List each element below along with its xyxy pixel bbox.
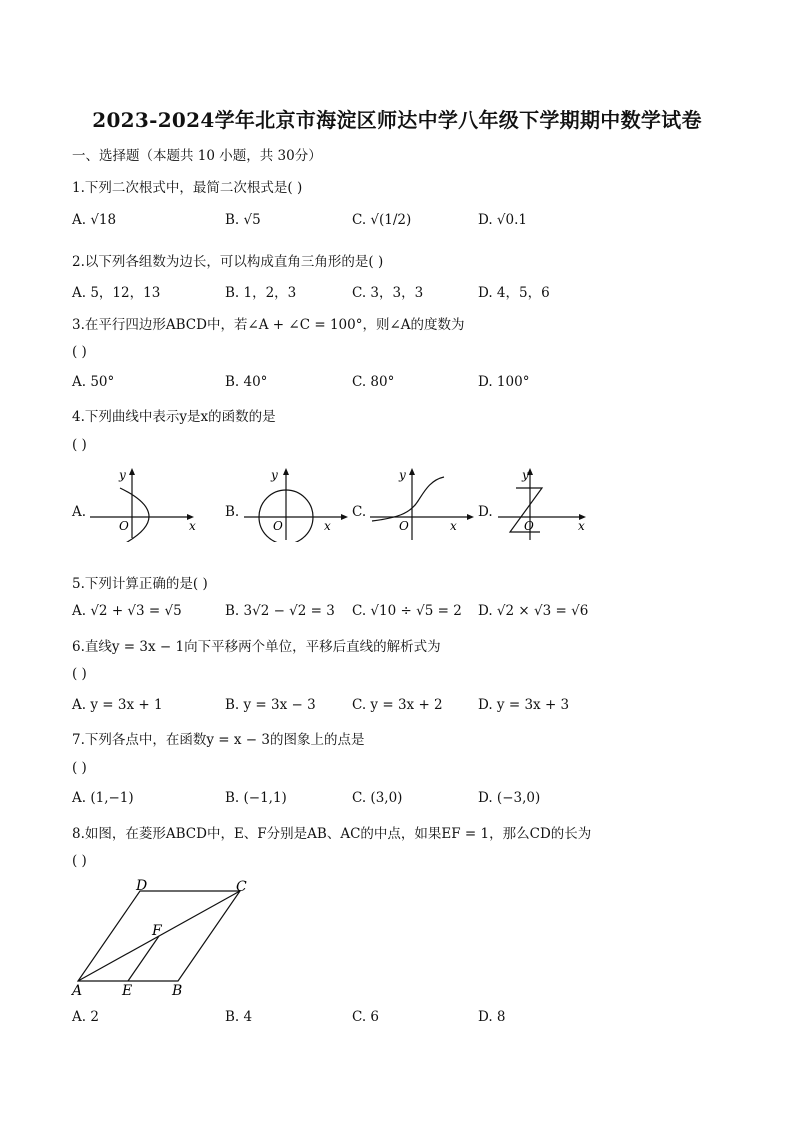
axis-label-y: y — [119, 468, 126, 482]
curve — [120, 488, 149, 542]
question-8-stem: 8.如图，在菱形ABCD中，E、F分别是AB、AC的中点，如果EF = 1，那么CD的长为 — [72, 826, 592, 842]
q5-option-b: B. 3√2 − √2 = 3 — [225, 603, 335, 619]
origin-label: O — [399, 519, 409, 533]
axis-label-x: x — [578, 519, 585, 533]
q7-option-c: C. (3,0) — [352, 790, 403, 806]
q6-option-a: A. y = 3x + 1 — [72, 697, 163, 713]
question-6-answer-paren: ( ) — [72, 666, 87, 682]
y-axis-arrow — [283, 468, 289, 475]
question-6-stem: 6.直线y = 3x − 1向下平移两个单位，平移后直线的解析式为 — [72, 639, 441, 655]
q5-option-c: C. √10 ÷ √5 = 2 — [352, 603, 462, 619]
axis-label-x: x — [189, 519, 196, 533]
x-axis-arrow — [467, 514, 474, 520]
q3-option-d: D. 100° — [478, 374, 530, 390]
section-heading: 一、选择题（本题共 10 小题，共 30分） — [72, 148, 322, 164]
question-2-stem: 2.以下列各组数为边长，可以构成直角三角形的是( ) — [72, 254, 384, 270]
point-label-e: E — [122, 983, 133, 999]
q5-option-d: D. √2 × √3 = √6 — [478, 603, 589, 619]
q3-option-a: A. 50° — [72, 374, 115, 390]
q2-option-a: A. 5，12，13 — [72, 285, 161, 301]
rhombus-diagram — [64, 874, 264, 1000]
page-title: 2023-2024学年北京市海淀区师达中学八年级下学期期中数学试卷 — [92, 108, 702, 132]
question-5-stem: 5.下列计算正确的是( ) — [72, 576, 208, 592]
question-3-answer-paren: ( ) — [72, 344, 87, 360]
q8-option-c: C. 6 — [352, 1009, 380, 1025]
origin-label: O — [119, 519, 129, 533]
question-4-stem: 4.下列曲线中表示y是x的函数的是 — [72, 409, 276, 425]
x-axis-arrow — [341, 514, 348, 520]
q6-option-b: B. y = 3x − 3 — [225, 697, 316, 713]
q4-option-a: A. — [72, 504, 87, 520]
question-7-stem: 7.下列各点中，在函数y = x − 3的图象上的点是 — [72, 732, 365, 748]
question-8-answer-paren: ( ) — [72, 853, 87, 869]
q4-option-b: B. — [225, 504, 240, 520]
question-7-answer-paren: ( ) — [72, 760, 87, 776]
q7-option-d: D. (−3,0) — [478, 790, 541, 806]
question-1-stem: 1.下列二次根式中，最简二次根式是( ) — [72, 180, 303, 196]
q7-option-b: B. (−1,1) — [225, 790, 287, 806]
q6-option-d: D. y = 3x + 3 — [478, 697, 570, 713]
q5-option-a: A. √2 + √3 = √5 — [72, 603, 182, 619]
q7-option-a: A. (1,−1) — [72, 790, 134, 806]
q2-option-b: B. 1，2，3 — [225, 285, 297, 301]
q1-option-c: C. √(1/2) — [352, 212, 412, 228]
graph-a-sideways-parabola — [86, 466, 198, 542]
vertex-label-d: D — [136, 878, 148, 894]
origin-label: O — [273, 519, 283, 533]
vertex-label-c: C — [236, 879, 247, 895]
graph-d-z-shape — [494, 466, 594, 542]
axis-label-y: y — [399, 468, 406, 482]
q1-option-d: D. √0.1 — [478, 212, 527, 228]
q3-option-b: B. 40° — [225, 374, 268, 390]
segment-ef — [128, 936, 159, 981]
origin-label: O — [524, 519, 534, 533]
question-4-answer-paren: ( ) — [72, 437, 87, 453]
q4-option-c: C. — [352, 504, 367, 520]
y-axis-arrow — [129, 468, 135, 475]
question-3-stem: 3.在平行四边形ABCD中，若∠A + ∠C = 100°，则∠A的度数为 — [72, 317, 465, 333]
graph-b-circle — [240, 466, 352, 542]
axis-label-x: x — [450, 519, 457, 533]
axis-label-x: x — [324, 519, 331, 533]
q1-option-a: A. √18 — [72, 212, 117, 228]
q1-option-b: B. √5 — [225, 212, 261, 228]
vertex-label-b: B — [172, 983, 183, 999]
q2-option-c: C. 3，3，3 — [352, 285, 424, 301]
q2-option-d: D. 4，5，6 — [478, 285, 550, 301]
vertex-label-a: A — [72, 983, 83, 999]
point-label-f: F — [152, 923, 162, 939]
axis-label-y: y — [271, 468, 278, 482]
q8-option-b: B. 4 — [225, 1009, 253, 1025]
q3-option-c: C. 80° — [352, 374, 395, 390]
q4-option-d: D. — [478, 504, 493, 520]
y-axis-arrow — [409, 468, 415, 475]
q8-option-d: D. 8 — [478, 1009, 506, 1025]
q8-option-a: A. 2 — [72, 1009, 99, 1025]
curve — [372, 477, 444, 521]
q6-option-c: C. y = 3x + 2 — [352, 697, 443, 713]
axis-label-y: y — [522, 468, 529, 482]
graph-c-cubic-curve — [366, 466, 478, 542]
